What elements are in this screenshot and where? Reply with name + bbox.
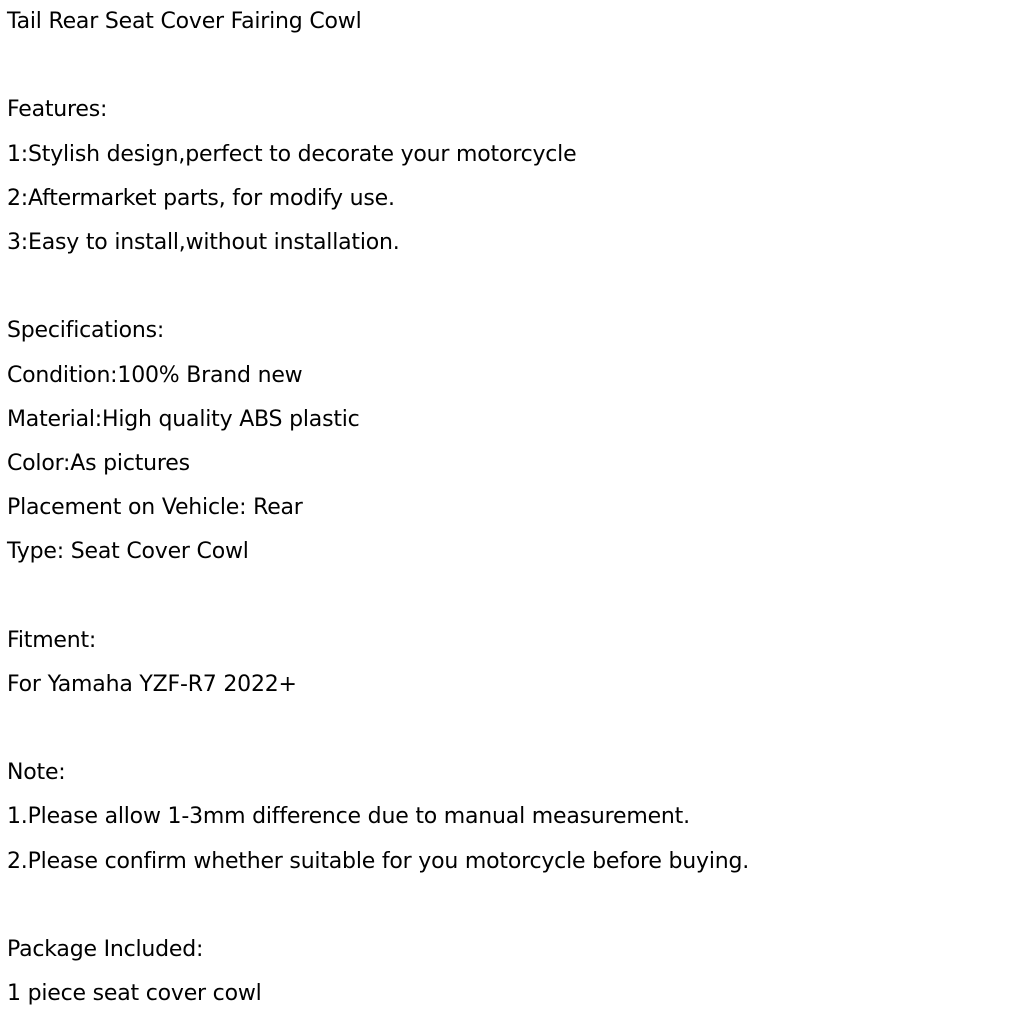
spacer <box>7 574 1017 618</box>
spec-item: Placement on Vehicle: Rear <box>7 495 303 521</box>
product-title: Tail Rear Seat Cover Fairing Cowl <box>7 9 362 34</box>
feature-item: 2:Aftermarket parts, for modify use. <box>7 185 395 211</box>
spacer <box>7 265 1017 309</box>
spec-item: Material:High quality ABS plastic <box>7 406 360 432</box>
note-item: 1.Please allow 1-3mm difference due to manual measurement. <box>7 804 690 830</box>
features-heading: Features: <box>7 97 108 123</box>
specifications-heading: Specifications: <box>7 318 165 344</box>
feature-item: 1:Stylish design,perfect to decorate your motorcycle <box>7 141 577 167</box>
product-description <box>7 0 1017 1016</box>
spec-item: Condition:100% Brand new <box>7 362 303 388</box>
spacer <box>7 884 1017 928</box>
package-item: 1 piece seat cover cowl <box>7 981 262 1007</box>
feature-item: 3:Easy to install,without installation. <box>7 229 400 255</box>
spacer <box>7 707 1017 751</box>
spec-item: Color:As pictures <box>7 450 190 476</box>
spec-item: Type: Seat Cover Cowl <box>7 539 249 565</box>
note-heading: Note: <box>7 760 66 786</box>
fitment-item: For Yamaha YZF-R7 2022+ <box>7 671 297 697</box>
spacer <box>7 44 1017 88</box>
fitment-heading: Fitment: <box>7 627 97 653</box>
note-item: 2.Please confirm whether suitable for you motorcycle before buying. <box>7 848 750 874</box>
package-heading: Package Included: <box>7 936 204 962</box>
